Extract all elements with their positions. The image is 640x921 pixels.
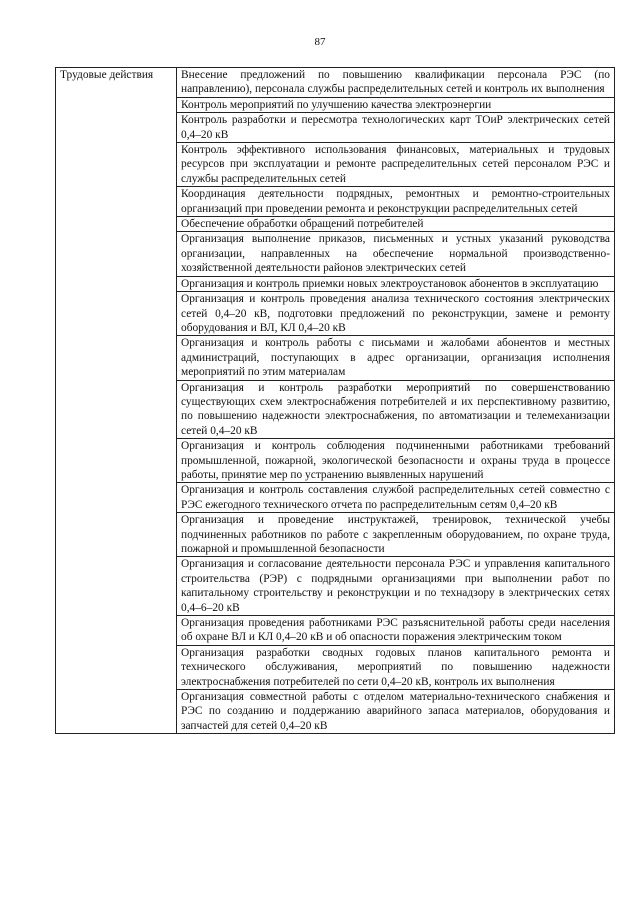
labor-action-item: Организация и согласование деятельности персонала РЭС и управления капитального строительства (РЭР) с подрядными организациями при выполнении работ по капитальному строительству и реконструкции и по технадзору в электрических сетях 0,4–6–20 кВ [177,557,615,616]
labor-action-item: Организация совместной работы с отделом материально-технического снабжения и РЭС по созданию и поддержанию аварийного запаса материалов, оборудования и запчастей для сетей 0,4–20 кВ [177,690,615,734]
table-row [56,68,615,98]
labor-action-item: Организация и контроль работы с письмами и жалобами абонентов и местных администраций, поступающих в адрес организации, организация исполнения мероприятий по этим материалам [177,336,615,380]
labor-action-item: Организация и контроль соблюдения подчиненными работниками требований промышленной, пожарной, экологической безопасности и охраны труда в процессе работы, принятие мер по устранению выявленных нарушений [177,439,615,483]
labor-actions-table [55,67,615,734]
labor-action-item: Организация и контроль разработки мероприятий по совершенствованию существующих схем электроснабжения потребителей и их перспективному развитию, по повышению надежности электроснабжения, по автоматизации и телемеханизации сетей 0,4–20 кВ [177,380,615,439]
labor-action-item: Обеспечение обработки обращений потребителей [177,217,615,232]
row-label-cell: Трудовые действия [56,68,177,734]
labor-action-item: Внесение предложений по повышению квалификации персонала РЭС (по направлению), персонала службы распределительных сетей и контроль их выполнения [177,68,615,98]
labor-action-item: Организация и контроль приемки новых электроустановок абонентов в эксплуатацию [177,276,615,291]
labor-action-item: Организация и проведение инструктажей, тренировок, технической учебы подчиненных работников по работе с закрепленным оборудованием, по охране труда, пожарной и промышленной безопасности [177,513,615,557]
labor-action-item: Организация разработки сводных годовых планов капитального ремонта и технического обслуживания, мероприятий по повышению надежности электроснабжения потребителей по сети 0,4–20 кВ, контроль их выполнения [177,645,615,689]
labor-action-item: Организация и контроль составления службой распределительных сетей совместно с РЭС ежегодного технического отчета по распределительным сетям 0,4–20 кВ [177,483,615,513]
labor-action-item: Организация и контроль проведения анализа технического состояния электрических сетей 0,4–20 кВ, подготовки предложений по реконструкции, замене и ремонту оборудования и ВЛ, КЛ 0,4–20 кВ [177,292,615,336]
labor-action-item: Координация деятельности подрядных, ремонтных и ремонтно-строительных организаций при проведении ремонта и реконструкции распределительных сетей [177,187,615,217]
labor-action-item: Контроль эффективного использования финансовых, материальных и трудовых ресурсов при эксплуатации и ремонте распределительных сетей персоналом РЭС и службы распределительных сетей [177,143,615,187]
labor-action-item: Контроль мероприятий по улучшению качества электроэнергии [177,97,615,112]
labor-action-item: Организация выполнение приказов, письменных и устных указаний руководства организации, направленных на обеспечение нормальной производственно-хозяйственной деятельности районов электрических сетей [177,232,615,276]
labor-action-item: Организация проведения работниками РЭС разъяснительной работы среди населения об охране ВЛ и КЛ 0,4–20 кВ и об опасности поражения электрическим током [177,616,615,646]
labor-action-item: Контроль разработки и пересмотра технологических карт ТОиР электрических сетей 0,4–20 кВ [177,113,615,143]
page-number: 87 [314,36,326,48]
